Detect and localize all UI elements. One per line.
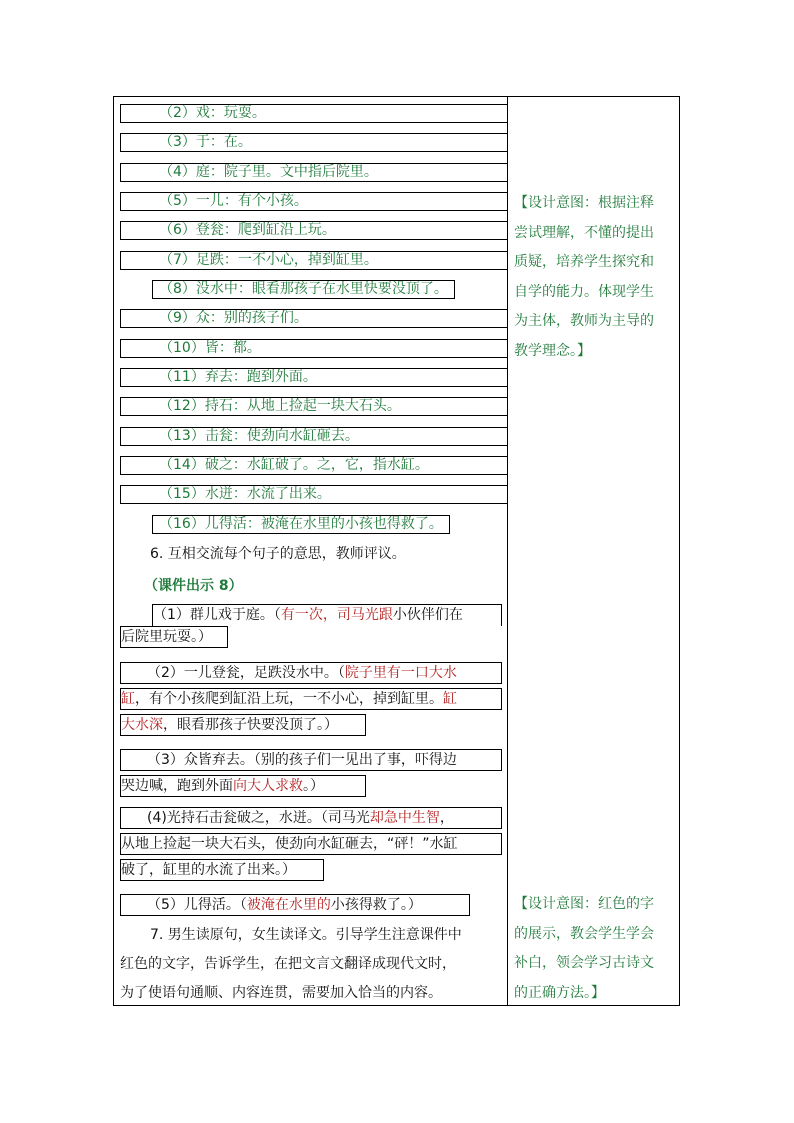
sentence-4 <box>120 803 502 884</box>
intent-1-line-4: 自学的能力。体现学生 <box>514 283 654 300</box>
note-3: （3）于：在。 <box>120 133 508 152</box>
sentence-2-line-1: （2）一儿登瓮，足跌没水中。（院子里有一口大水 <box>120 662 502 684</box>
note-2: （2）戏：玩耍。 <box>120 104 508 123</box>
sentence-4-line-3: 破了，缸里的水流了出来。） <box>120 859 324 881</box>
note-11: （11）弃去：跑到外面。 <box>120 368 508 387</box>
sentence-1 <box>120 600 502 651</box>
step-7 <box>120 921 502 1008</box>
intent-1-line-3: 质疑，培养学生探究和 <box>514 254 654 270</box>
intent-1-line-2: 尝试理解，不懂的提出 <box>514 224 654 241</box>
step-6: 6. 互相交流每个句子的意思，教师评议。 <box>150 546 406 562</box>
note-15: （15）水迸：水流了出来。 <box>120 485 508 504</box>
sentence-2 <box>120 658 502 739</box>
intent-2-line-1: 【设计意图：红色的字 <box>514 896 654 912</box>
note-4: （4）庭：院子里。文中指后院里。 <box>120 163 508 182</box>
design-intent-2 <box>514 890 676 1008</box>
step-7-line-1: 7. 男生读原句，女生读译文。引导学生注意课件中 <box>150 927 462 943</box>
intent-2-line-3: 补白，领会学习古诗文 <box>514 955 654 971</box>
lesson-table <box>113 96 680 1006</box>
intent-2-line-2: 的展示，教会学生学会 <box>514 925 654 942</box>
note-8: （8）没水中：眼看那孩子在水里快要没顶了。 <box>152 280 455 299</box>
sentence-3-line-1: （3）众皆弃去。（别的孩子们一见出了事，吓得边 <box>120 749 502 771</box>
sentence-5-line-1: （5）儿得活。（被淹在水里的小孩得救了。） <box>120 894 470 916</box>
note-5: （5）一儿：有个小孩。 <box>120 192 508 211</box>
note-6: （6）登瓮：爬到缸沿上玩。 <box>120 221 508 240</box>
sentence-1-line-2: 后院里玩耍。） <box>120 626 228 648</box>
slide-label: （课件出示 8） <box>144 578 243 594</box>
design-intent-1 <box>514 189 676 366</box>
step-7-line-3: 为了使语句通顺、内容连贯，需要加入恰当的内容。 <box>120 985 442 1001</box>
sentence-3 <box>120 745 502 800</box>
note-16: （16）儿得活：被淹在水里的小孩也得救了。 <box>152 515 450 534</box>
sentence-4-line-1: (4)光持石击瓮破之，水迸。（司马光却急中生智， <box>120 807 502 829</box>
intent-1-line-5: 为主体，教师为主导的 <box>514 313 654 329</box>
sentence-2-line-3: 大水深，眼看那孩子快要没顶了。） <box>120 714 366 736</box>
note-14: （14）破之：水缸破了。之，它，指水缸。 <box>120 456 508 475</box>
sentence-3-line-2: 哭边喊，跑到外面向大人求救。） <box>120 775 366 797</box>
sentence-1-line-1: （1）群儿戏于庭。（有一次，司马光跟小伙伴们在 <box>152 604 502 626</box>
intent-1-line-1: 【设计意图：根据注释 <box>514 195 654 211</box>
note-9: （9）众：别的孩子们。 <box>120 309 508 328</box>
sentence-5 <box>120 890 502 919</box>
step-7-line-2: 红色的文字，告诉学生，在把文言文翻译成现代文时， <box>120 956 456 972</box>
intent-2-line-4: 的正确方法。】 <box>514 984 605 1001</box>
sentence-2-line-2: 缸，有个小孩爬到缸沿上玩，一不小心，掉到缸里。缸 <box>120 688 502 710</box>
note-7: （7）足跌：一不小心，掉到缸里。 <box>120 251 508 270</box>
sentence-4-line-2: 从地上捡起一块大石头，使劲向水缸砸去，“砰！”水缸 <box>120 833 502 855</box>
note-13: （13）击瓮：使劲向水缸砸去。 <box>120 427 508 446</box>
intent-1-line-6: 教学理念。】 <box>514 342 591 359</box>
note-10: （10）皆：都。 <box>120 339 508 358</box>
note-12: （12）持石：从地上捡起一块大石头。 <box>120 397 508 416</box>
